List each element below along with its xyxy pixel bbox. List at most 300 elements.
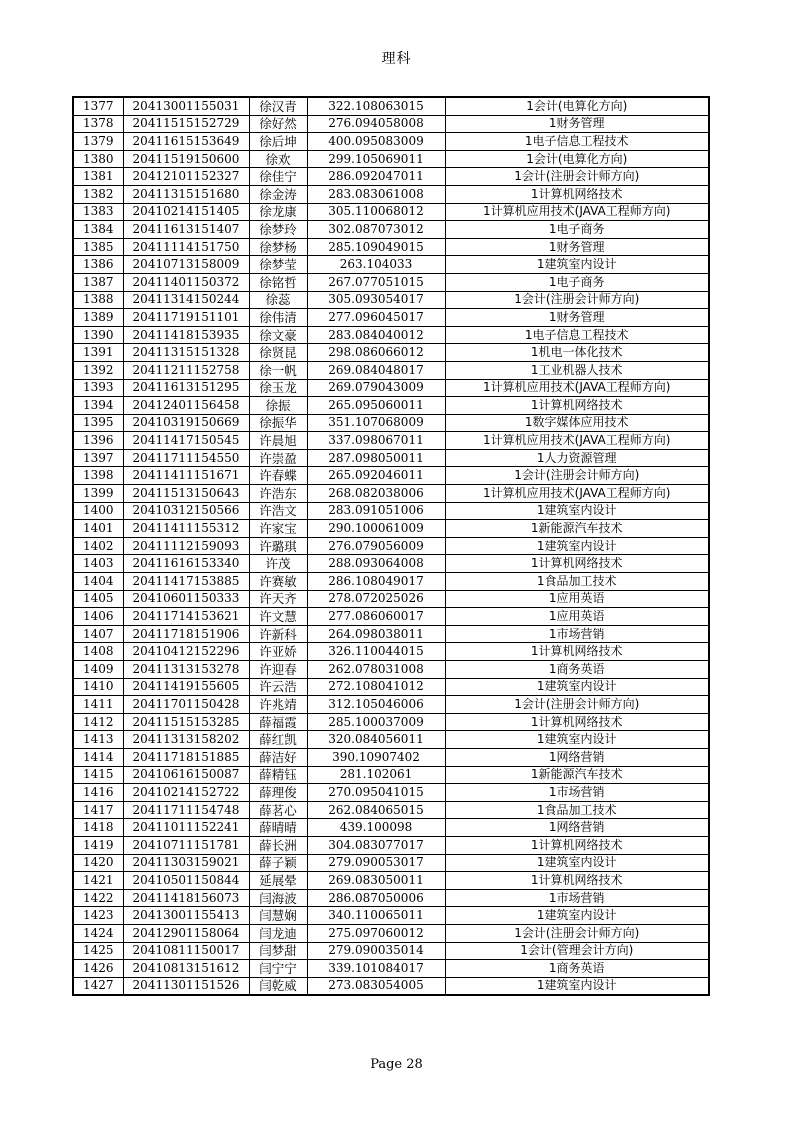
row-number-cell: 1421 (73, 872, 123, 890)
row-number-cell: 1399 (73, 485, 123, 503)
table-row (73, 97, 709, 115)
score-cell: 286.108049017 (307, 573, 445, 591)
candidate-id-cell: 20411718151885 (123, 748, 249, 766)
score-cell: 286.087050006 (307, 889, 445, 907)
major-cell: 1财务管理 (445, 115, 709, 133)
table-row (73, 150, 709, 168)
candidate-id-cell: 20411711154550 (123, 449, 249, 467)
row-number-cell: 1409 (73, 661, 123, 679)
major-cell: 1建筑室内设计 (445, 256, 709, 274)
student-name-cell: 徐龙康 (249, 203, 307, 221)
row-number-cell: 1388 (73, 291, 123, 309)
candidate-id-cell: 20411519150600 (123, 150, 249, 168)
candidate-id-cell: 20410214151405 (123, 203, 249, 221)
table-row (73, 836, 709, 854)
score-cell: 264.098038011 (307, 625, 445, 643)
row-number-cell: 1420 (73, 854, 123, 872)
row-number-cell: 1402 (73, 537, 123, 555)
candidate-id-cell: 20411011152241 (123, 819, 249, 837)
table-row (73, 678, 709, 696)
score-cell: 286.092047011 (307, 168, 445, 186)
row-number-cell: 1427 (73, 977, 123, 995)
student-name-cell: 许天齐 (249, 590, 307, 608)
major-cell: 1会计(注册会计师方向) (445, 924, 709, 942)
row-number-cell: 1385 (73, 238, 123, 256)
major-cell: 1电子商务 (445, 221, 709, 239)
candidate-id-cell: 20410312150566 (123, 502, 249, 520)
table-row (73, 397, 709, 415)
row-number-cell: 1392 (73, 361, 123, 379)
table-row (73, 273, 709, 291)
table-row (73, 907, 709, 925)
student-name-cell: 闫宁宁 (249, 960, 307, 978)
table-row (73, 115, 709, 133)
student-name-cell: 许家宝 (249, 520, 307, 538)
row-number-cell: 1378 (73, 115, 123, 133)
major-cell: 1建筑室内设计 (445, 678, 709, 696)
score-cell: 281.102061 (307, 766, 445, 784)
admission-table (72, 96, 710, 996)
score-cell: 269.084048017 (307, 361, 445, 379)
major-cell: 1计算机应用技术(JAVA工程师方向) (445, 485, 709, 503)
student-name-cell: 许璐琪 (249, 537, 307, 555)
major-cell: 1计算机网络技术 (445, 185, 709, 203)
major-cell: 1会计(管理会计方向) (445, 942, 709, 960)
candidate-id-cell: 20411411155312 (123, 520, 249, 538)
candidate-id-cell: 20411513150643 (123, 485, 249, 503)
student-name-cell: 闫龙迪 (249, 924, 307, 942)
score-cell: 262.078031008 (307, 661, 445, 679)
row-number-cell: 1387 (73, 273, 123, 291)
row-number-cell: 1404 (73, 573, 123, 591)
candidate-id-cell: 20410501150844 (123, 872, 249, 890)
table-row (73, 520, 709, 538)
student-name-cell: 薛红凯 (249, 731, 307, 749)
table-row (73, 713, 709, 731)
score-cell: 340.110065011 (307, 907, 445, 925)
candidate-id-cell: 20411719151101 (123, 309, 249, 327)
table-row (73, 168, 709, 186)
major-cell: 1新能源汽车技术 (445, 766, 709, 784)
score-cell: 298.086066012 (307, 344, 445, 362)
major-cell: 1机电一体化技术 (445, 344, 709, 362)
student-name-cell: 延展晕 (249, 872, 307, 890)
score-cell: 276.094058008 (307, 115, 445, 133)
major-cell: 1数字媒体应用技术 (445, 414, 709, 432)
table-row (73, 608, 709, 626)
row-number-cell: 1424 (73, 924, 123, 942)
major-cell: 1计算机网络技术 (445, 397, 709, 415)
score-cell: 312.105046006 (307, 696, 445, 714)
student-name-cell: 薛福霞 (249, 713, 307, 731)
table-row (73, 625, 709, 643)
row-number-cell: 1405 (73, 590, 123, 608)
major-cell: 1商务英语 (445, 661, 709, 679)
student-name-cell: 薛精钰 (249, 766, 307, 784)
page-title: 理科 (381, 51, 412, 67)
major-cell: 1建筑室内设计 (445, 977, 709, 995)
row-number-cell: 1396 (73, 432, 123, 450)
score-cell: 337.098067011 (307, 432, 445, 450)
table-row (73, 748, 709, 766)
score-cell: 272.108041012 (307, 678, 445, 696)
major-cell: 1会计(注册会计师方向) (445, 467, 709, 485)
table-row (73, 942, 709, 960)
table-row (73, 256, 709, 274)
student-name-cell: 许晨旭 (249, 432, 307, 450)
student-name-cell: 许新科 (249, 625, 307, 643)
score-cell: 290.100061009 (307, 520, 445, 538)
score-cell: 269.079043009 (307, 379, 445, 397)
candidate-id-cell: 20410811150017 (123, 942, 249, 960)
candidate-id-cell: 20411613151295 (123, 379, 249, 397)
candidate-id-cell: 20412901158064 (123, 924, 249, 942)
student-name-cell: 徐佳宁 (249, 168, 307, 186)
score-cell: 326.110044015 (307, 643, 445, 661)
row-number-cell: 1417 (73, 801, 123, 819)
major-cell: 1市场营销 (445, 625, 709, 643)
candidate-id-cell: 20411417153885 (123, 573, 249, 591)
score-cell: 322.108063015 (307, 97, 445, 115)
candidate-id-cell: 20411515153285 (123, 713, 249, 731)
row-number-cell: 1386 (73, 256, 123, 274)
candidate-id-cell: 20410601150333 (123, 590, 249, 608)
table-row (73, 133, 709, 151)
score-cell: 270.095041015 (307, 784, 445, 802)
row-number-cell: 1377 (73, 97, 123, 115)
table-row (73, 467, 709, 485)
table-row (73, 766, 709, 784)
student-name-cell: 徐伟清 (249, 309, 307, 327)
row-number-cell: 1423 (73, 907, 123, 925)
score-cell: 263.104033 (307, 256, 445, 274)
candidate-id-cell: 20411418153935 (123, 326, 249, 344)
candidate-id-cell: 20411112159093 (123, 537, 249, 555)
table-row (73, 977, 709, 995)
page-number: Page 28 (370, 1057, 423, 1072)
candidate-id-cell: 20411313158202 (123, 731, 249, 749)
score-cell: 305.110068012 (307, 203, 445, 221)
major-cell: 1建筑室内设计 (445, 537, 709, 555)
score-cell: 283.083061008 (307, 185, 445, 203)
student-name-cell: 徐蕊 (249, 291, 307, 309)
score-cell: 351.107068009 (307, 414, 445, 432)
table-row (73, 872, 709, 890)
table-row (73, 854, 709, 872)
candidate-id-cell: 20411616153340 (123, 555, 249, 573)
student-name-cell: 许亚娇 (249, 643, 307, 661)
candidate-id-cell: 20412101152327 (123, 168, 249, 186)
major-cell: 1新能源汽车技术 (445, 520, 709, 538)
table-row (73, 185, 709, 203)
major-cell: 1工业机器人技术 (445, 361, 709, 379)
student-name-cell: 薛子颖 (249, 854, 307, 872)
row-number-cell: 1390 (73, 326, 123, 344)
row-number-cell: 1406 (73, 608, 123, 626)
major-cell: 1人力资源管理 (445, 449, 709, 467)
row-number-cell: 1425 (73, 942, 123, 960)
student-name-cell: 薛洁好 (249, 748, 307, 766)
score-cell: 339.101084017 (307, 960, 445, 978)
row-number-cell: 1400 (73, 502, 123, 520)
score-cell: 275.097060012 (307, 924, 445, 942)
major-cell: 1会计(注册会计师方向) (445, 168, 709, 186)
major-cell: 1计算机网络技术 (445, 872, 709, 890)
candidate-id-cell: 20411411151671 (123, 467, 249, 485)
candidate-id-cell: 20411301151526 (123, 977, 249, 995)
table-row (73, 924, 709, 942)
table-row (73, 309, 709, 327)
score-cell: 302.087073012 (307, 221, 445, 239)
student-name-cell: 许茂 (249, 555, 307, 573)
row-number-cell: 1380 (73, 150, 123, 168)
major-cell: 1财务管理 (445, 238, 709, 256)
score-cell: 273.083054005 (307, 977, 445, 995)
candidate-id-cell: 20411417150545 (123, 432, 249, 450)
row-number-cell: 1422 (73, 889, 123, 907)
student-name-cell: 许浩东 (249, 485, 307, 503)
major-cell: 1计算机应用技术(JAVA工程师方向) (445, 203, 709, 221)
table-row (73, 819, 709, 837)
row-number-cell: 1414 (73, 748, 123, 766)
candidate-id-cell: 20411515152729 (123, 115, 249, 133)
major-cell: 1计算机网络技术 (445, 555, 709, 573)
student-name-cell: 徐欢 (249, 150, 307, 168)
table-row (73, 801, 709, 819)
major-cell: 1计算机网络技术 (445, 713, 709, 731)
major-cell: 1网络营销 (445, 748, 709, 766)
score-cell: 299.105069011 (307, 150, 445, 168)
score-cell: 439.100098 (307, 819, 445, 837)
score-cell: 279.090035014 (307, 942, 445, 960)
table-row (73, 379, 709, 397)
student-name-cell: 徐梦玲 (249, 221, 307, 239)
major-cell: 1食品加工技术 (445, 573, 709, 591)
score-cell: 265.092046011 (307, 467, 445, 485)
student-name-cell: 许赛敏 (249, 573, 307, 591)
row-number-cell: 1379 (73, 133, 123, 151)
table-row (73, 449, 709, 467)
major-cell: 1电子商务 (445, 273, 709, 291)
table-row (73, 432, 709, 450)
major-cell: 1应用英语 (445, 590, 709, 608)
major-cell: 1市场营销 (445, 889, 709, 907)
major-cell: 1建筑室内设计 (445, 907, 709, 925)
major-cell: 1计算机网络技术 (445, 643, 709, 661)
student-name-cell: 徐金涛 (249, 185, 307, 203)
student-name-cell: 闫慧娴 (249, 907, 307, 925)
candidate-id-cell: 20410412152296 (123, 643, 249, 661)
score-cell: 279.090053017 (307, 854, 445, 872)
student-name-cell: 薛长洲 (249, 836, 307, 854)
student-name-cell: 许文慧 (249, 608, 307, 626)
major-cell: 1建筑室内设计 (445, 502, 709, 520)
row-number-cell: 1416 (73, 784, 123, 802)
score-cell: 262.084065015 (307, 801, 445, 819)
major-cell: 1会计(电算化方向) (445, 97, 709, 115)
student-name-cell: 闫乾威 (249, 977, 307, 995)
table-row (73, 590, 709, 608)
candidate-id-cell: 20410813151612 (123, 960, 249, 978)
row-number-cell: 1381 (73, 168, 123, 186)
table-row (73, 361, 709, 379)
candidate-id-cell: 20411211152758 (123, 361, 249, 379)
candidate-id-cell: 20410616150087 (123, 766, 249, 784)
table-row (73, 221, 709, 239)
candidate-id-cell: 20411419155605 (123, 678, 249, 696)
row-number-cell: 1403 (73, 555, 123, 573)
score-cell: 287.098050011 (307, 449, 445, 467)
score-cell: 277.086060017 (307, 608, 445, 626)
major-cell: 1计算机网络技术 (445, 836, 709, 854)
table-row (73, 203, 709, 221)
student-name-cell: 许春蝶 (249, 467, 307, 485)
score-cell: 268.082038006 (307, 485, 445, 503)
row-number-cell: 1398 (73, 467, 123, 485)
score-cell: 276.079056009 (307, 537, 445, 555)
major-cell: 1市场营销 (445, 784, 709, 802)
row-number-cell: 1408 (73, 643, 123, 661)
candidate-id-cell: 20411718151906 (123, 625, 249, 643)
candidate-id-cell: 20410214152722 (123, 784, 249, 802)
score-cell: 400.095083009 (307, 133, 445, 151)
score-cell: 285.109049015 (307, 238, 445, 256)
row-number-cell: 1389 (73, 309, 123, 327)
student-name-cell: 徐梦莹 (249, 256, 307, 274)
table-row (73, 238, 709, 256)
student-name-cell: 徐铭哲 (249, 273, 307, 291)
row-number-cell: 1384 (73, 221, 123, 239)
table-row (73, 326, 709, 344)
score-cell: 277.096045017 (307, 309, 445, 327)
row-number-cell: 1394 (73, 397, 123, 415)
score-cell: 390.10907402 (307, 748, 445, 766)
student-name-cell: 徐汉青 (249, 97, 307, 115)
table-row (73, 661, 709, 679)
score-cell: 265.095060011 (307, 397, 445, 415)
row-number-cell: 1382 (73, 185, 123, 203)
row-number-cell: 1426 (73, 960, 123, 978)
row-number-cell: 1411 (73, 696, 123, 714)
table-row (73, 784, 709, 802)
candidate-id-cell: 20413001155413 (123, 907, 249, 925)
row-number-cell: 1419 (73, 836, 123, 854)
score-cell: 267.077051015 (307, 273, 445, 291)
student-name-cell: 徐贤昆 (249, 344, 307, 362)
row-number-cell: 1418 (73, 819, 123, 837)
student-name-cell: 闫梦甜 (249, 942, 307, 960)
major-cell: 1会计(注册会计师方向) (445, 291, 709, 309)
row-number-cell: 1401 (73, 520, 123, 538)
row-number-cell: 1383 (73, 203, 123, 221)
candidate-id-cell: 20411418156073 (123, 889, 249, 907)
student-name-cell: 徐一帆 (249, 361, 307, 379)
candidate-id-cell: 20411615153649 (123, 133, 249, 151)
student-name-cell: 闫海波 (249, 889, 307, 907)
score-cell: 288.093064008 (307, 555, 445, 573)
score-cell: 278.072025026 (307, 590, 445, 608)
score-cell: 320.084056011 (307, 731, 445, 749)
score-cell: 269.083050011 (307, 872, 445, 890)
major-cell: 1商务英语 (445, 960, 709, 978)
student-name-cell: 徐玉龙 (249, 379, 307, 397)
major-cell: 1计算机应用技术(JAVA工程师方向) (445, 379, 709, 397)
row-number-cell: 1397 (73, 449, 123, 467)
table-body (73, 97, 709, 995)
candidate-id-cell: 20411114151750 (123, 238, 249, 256)
candidate-id-cell: 20411714153621 (123, 608, 249, 626)
major-cell: 1会计(注册会计师方向) (445, 696, 709, 714)
table-row (73, 485, 709, 503)
major-cell: 1会计(电算化方向) (445, 150, 709, 168)
table-row (73, 291, 709, 309)
score-cell: 305.093054017 (307, 291, 445, 309)
row-number-cell: 1395 (73, 414, 123, 432)
candidate-id-cell: 20410319150669 (123, 414, 249, 432)
major-cell: 1食品加工技术 (445, 801, 709, 819)
row-number-cell: 1415 (73, 766, 123, 784)
score-cell: 285.100037009 (307, 713, 445, 731)
row-number-cell: 1393 (73, 379, 123, 397)
student-name-cell: 薛晴晴 (249, 819, 307, 837)
table-row (73, 889, 709, 907)
major-cell: 1应用英语 (445, 608, 709, 626)
score-cell: 304.083077017 (307, 836, 445, 854)
candidate-id-cell: 20411711154748 (123, 801, 249, 819)
table-row (73, 502, 709, 520)
candidate-id-cell: 20411315151680 (123, 185, 249, 203)
student-name-cell: 许兆靖 (249, 696, 307, 714)
table-row (73, 960, 709, 978)
major-cell: 1电子信息工程技术 (445, 326, 709, 344)
major-cell: 1计算机应用技术(JAVA工程师方向) (445, 432, 709, 450)
candidate-id-cell: 20411315151328 (123, 344, 249, 362)
major-cell: 1网络营销 (445, 819, 709, 837)
student-name-cell: 薛茗心 (249, 801, 307, 819)
major-cell: 1电子信息工程技术 (445, 133, 709, 151)
candidate-id-cell: 20411401150372 (123, 273, 249, 291)
candidate-id-cell: 20411613151407 (123, 221, 249, 239)
row-number-cell: 1391 (73, 344, 123, 362)
table-row (73, 344, 709, 362)
student-name-cell: 薛理俊 (249, 784, 307, 802)
student-name-cell: 徐好然 (249, 115, 307, 133)
student-name-cell: 徐梦杨 (249, 238, 307, 256)
table-row (73, 731, 709, 749)
major-cell: 1建筑室内设计 (445, 854, 709, 872)
student-name-cell: 徐振 (249, 397, 307, 415)
score-cell: 283.091051006 (307, 502, 445, 520)
candidate-id-cell: 20411701150428 (123, 696, 249, 714)
candidate-id-cell: 20411314150244 (123, 291, 249, 309)
row-number-cell: 1412 (73, 713, 123, 731)
candidate-id-cell: 20410713158009 (123, 256, 249, 274)
table-row (73, 573, 709, 591)
table-row (73, 555, 709, 573)
row-number-cell: 1407 (73, 625, 123, 643)
candidate-id-cell: 20413001155031 (123, 97, 249, 115)
student-name-cell: 徐文豪 (249, 326, 307, 344)
table-row (73, 414, 709, 432)
table-row (73, 537, 709, 555)
candidate-id-cell: 20411313153278 (123, 661, 249, 679)
major-cell: 1建筑室内设计 (445, 731, 709, 749)
row-number-cell: 1413 (73, 731, 123, 749)
student-name-cell: 徐后坤 (249, 133, 307, 151)
student-name-cell: 许崇盈 (249, 449, 307, 467)
candidate-id-cell: 20412401156458 (123, 397, 249, 415)
student-name-cell: 许浩文 (249, 502, 307, 520)
